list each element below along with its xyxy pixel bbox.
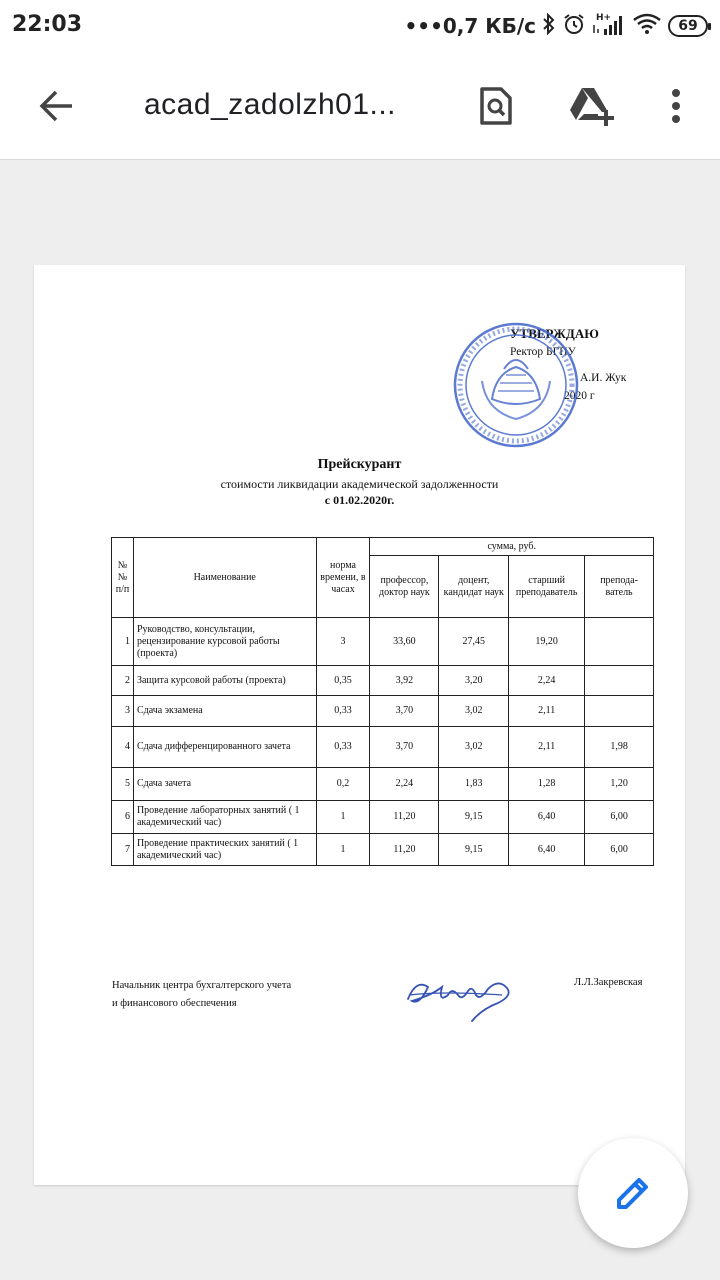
- row-number: 2: [112, 666, 134, 696]
- row-docent: 27,45: [439, 618, 509, 666]
- row-number: 4: [112, 727, 134, 768]
- row-name: Сдача дифференцированного зачета: [133, 727, 316, 768]
- row-norm: 3: [316, 618, 370, 666]
- more-options-button[interactable]: [650, 80, 702, 132]
- row-professor: 3,92: [370, 666, 439, 696]
- row-docent: 3,02: [439, 696, 509, 727]
- row-number: 7: [112, 834, 134, 866]
- row-name: Проведение лабораторных занятий ( 1 академический час): [133, 801, 316, 834]
- header-senior-teacher: старший преподаватель: [509, 556, 585, 618]
- row-name: Защита курсовой работы (проекта): [133, 666, 316, 696]
- header-name: Наименование: [133, 538, 316, 618]
- table-row: [112, 696, 654, 727]
- official-seal-stamp: [452, 321, 580, 449]
- back-button[interactable]: [28, 82, 84, 130]
- row-professor: 33,60: [370, 618, 439, 666]
- wifi-icon: [632, 13, 662, 39]
- row-norm: 0,35: [316, 666, 370, 696]
- approval-name: А.И. Жук: [580, 372, 627, 384]
- row-docent: 1,83: [439, 768, 509, 801]
- file-title: acad_zadolzh01...: [144, 88, 397, 121]
- document-page[interactable]: [34, 265, 685, 1185]
- row-professor: 11,20: [370, 834, 439, 866]
- row-number: 1: [112, 618, 134, 666]
- row-number: 5: [112, 768, 134, 801]
- row-norm: 0,33: [316, 727, 370, 768]
- signal-icon: [592, 11, 626, 41]
- row-professor: 3,70: [370, 696, 439, 727]
- row-senior: 2,11: [509, 727, 585, 768]
- row-senior: 6,40: [509, 801, 585, 834]
- row-name: Сдача экзамена: [133, 696, 316, 727]
- handwritten-signature: [402, 965, 522, 1025]
- row-name: Проведение практических занятий ( 1 академический час): [133, 834, 316, 866]
- more-vert-icon: [670, 88, 682, 124]
- row-teacher: 6,00: [585, 801, 654, 834]
- header-number: № № п/п: [112, 538, 134, 618]
- drive-add-icon: [568, 86, 616, 126]
- row-docent: 9,15: [439, 801, 509, 834]
- header-professor: профессор, доктор наук: [370, 556, 439, 618]
- row-senior: 2,11: [509, 696, 585, 727]
- header-teacher: препода-ватель: [585, 556, 654, 618]
- row-norm: 1: [316, 801, 370, 834]
- document-title: Прейскурант: [317, 457, 402, 472]
- network-type-label: H+: [596, 13, 612, 23]
- edit-fab-button[interactable]: [578, 1138, 688, 1248]
- row-teacher: [585, 666, 654, 696]
- row-docent: 9,15: [439, 834, 509, 866]
- search-in-document-button[interactable]: [470, 80, 522, 132]
- signatory-position: [112, 977, 291, 1013]
- row-professor: 2,24: [370, 768, 439, 801]
- alarm-icon: [562, 12, 586, 40]
- approval-date: 2020 г: [564, 390, 595, 402]
- bluetooth-icon: [542, 13, 556, 39]
- row-teacher: [585, 618, 654, 666]
- row-senior: 2,24: [509, 666, 585, 696]
- row-professor: 3,70: [370, 727, 439, 768]
- row-senior: 1,28: [509, 768, 585, 801]
- row-docent: 3,02: [439, 727, 509, 768]
- approval-title: УТВЕРЖДАЮ: [510, 326, 599, 341]
- network-speed: •••0,7 КБ/с: [404, 14, 536, 38]
- battery-indicator: 69: [668, 15, 708, 37]
- approval-role: Ректор БГПУ: [510, 346, 576, 358]
- signatory-name: Л.Л.Закревская: [574, 977, 643, 988]
- signatory-position-line2: и финансового обеспечения: [112, 998, 237, 1009]
- row-teacher: 1,20: [585, 768, 654, 801]
- table-row: [112, 666, 654, 696]
- row-senior: 19,20: [509, 618, 585, 666]
- edit-pencil-icon: [613, 1173, 653, 1213]
- add-to-drive-button[interactable]: [566, 80, 618, 132]
- row-name: Сдача зачета: [133, 768, 316, 801]
- row-senior: 6,40: [509, 834, 585, 866]
- header-sum: сумма, руб.: [370, 538, 654, 556]
- status-time: 22:03: [12, 12, 83, 37]
- row-teacher: 1,98: [585, 727, 654, 768]
- row-name: Руководство, консультации, рецензирование курсовой работы (проекта): [133, 618, 316, 666]
- row-number: 3: [112, 696, 134, 727]
- header-docent: доцент, кандидат наук: [439, 556, 509, 618]
- table-row: [112, 768, 654, 801]
- row-norm: 0,2: [316, 768, 370, 801]
- table-row: [112, 834, 654, 866]
- back-arrow-icon: [38, 90, 74, 122]
- row-norm: 1: [316, 834, 370, 866]
- table-row: [112, 801, 654, 834]
- row-teacher: 6,00: [585, 834, 654, 866]
- row-norm: 0,33: [316, 696, 370, 727]
- status-bar: [0, 0, 720, 52]
- table-row: [112, 618, 654, 666]
- row-number: 6: [112, 801, 134, 834]
- search-in-document-icon: [479, 86, 513, 126]
- document-subtitle: стоимости ликвидации академической задолженности: [220, 477, 499, 491]
- row-teacher: [585, 696, 654, 727]
- app-bar: [0, 52, 720, 160]
- signatory-position-line1: Начальник центра бухгалтерского учета: [112, 980, 292, 991]
- document-date: с 01.02.2020г.: [324, 493, 395, 507]
- table-row: [112, 727, 654, 768]
- header-norm: норма времени, в часах: [316, 538, 370, 618]
- price-table: [111, 537, 654, 866]
- row-professor: 11,20: [370, 801, 439, 834]
- status-icons: [405, 10, 709, 42]
- row-docent: 3,20: [439, 666, 509, 696]
